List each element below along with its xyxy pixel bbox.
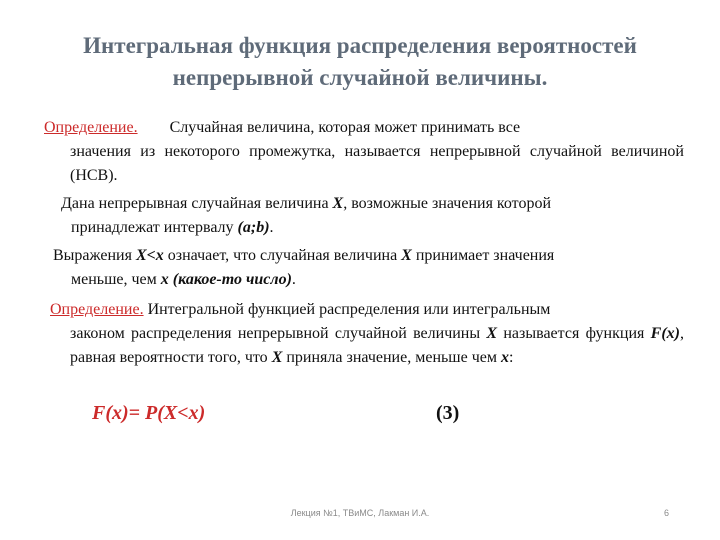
para3-text-d: меньше, чем [71, 271, 161, 288]
definition-paragraph-1 [44, 116, 684, 188]
para3-text-a: Выражения [53, 247, 136, 264]
para2-var-x: X [332, 195, 344, 212]
para3-text-c: принимает значения [411, 247, 555, 264]
para3-var-x: X [401, 247, 412, 264]
para1-text-b: значения из некоторого промежутка, называется непрерывной случайной величиной (НСВ). [70, 143, 684, 184]
distribution-formula: F(x)= P(X<x) [92, 402, 206, 424]
para1-text-a: Случайная величина, которая может принимать все [169, 119, 521, 136]
para2-text-b: , возможные значения которой [343, 195, 552, 212]
para4-continuation [50, 322, 684, 370]
para2-interval: (a;b) [237, 219, 270, 236]
slide-footer: Лекция №1, ТВиМС, Лакман И.А. [290, 508, 430, 518]
para4-fx: F(x) [650, 325, 680, 342]
para4-text-c: называется функция [497, 325, 651, 342]
definition-paragraph-2 [50, 298, 684, 370]
para4-text-a: Интегральной функцией распределения или интегральным [143, 301, 551, 318]
para2-text-d: . [269, 219, 274, 236]
para3-line-2 [53, 268, 683, 292]
para2-text-c: принадлежат интервалу [71, 219, 238, 236]
para4-text-d: , равная вероятности того, что [70, 325, 684, 366]
para4-text-b: законом распределения непрерывной случайной величины [70, 325, 487, 342]
para4-text-e: приняла значение, меньше чем [282, 349, 501, 366]
para2-text-a: Дана непрерывная случайная величина [61, 195, 333, 212]
paragraph-given-variable [61, 192, 683, 240]
para4-var-x2: X [271, 349, 283, 366]
para3-note: (какое-то число) [168, 271, 292, 288]
page-number: 6 [664, 508, 670, 518]
paragraph-expression [53, 244, 683, 292]
title-line-1: Интегральная функция распределения вероятностей [83, 33, 637, 58]
para2-line-2 [61, 216, 683, 240]
definition-label-2: Определение. [50, 301, 144, 318]
para4-var-small-x: x [501, 349, 509, 366]
equation-number: (3) [436, 402, 460, 424]
para3-text-e: . [291, 271, 296, 288]
para4-text-f: : [509, 349, 514, 366]
para3-var-small-x: x [160, 271, 169, 288]
para3-expr: X<x [135, 247, 164, 264]
para3-text-b: означает, что случайная величина [163, 247, 402, 264]
slide-title [40, 30, 680, 94]
title-line-2: непрерывной случайной величины. [172, 65, 548, 90]
para4-var-x1: X [486, 325, 498, 342]
definition-label: Определение. [44, 119, 138, 136]
